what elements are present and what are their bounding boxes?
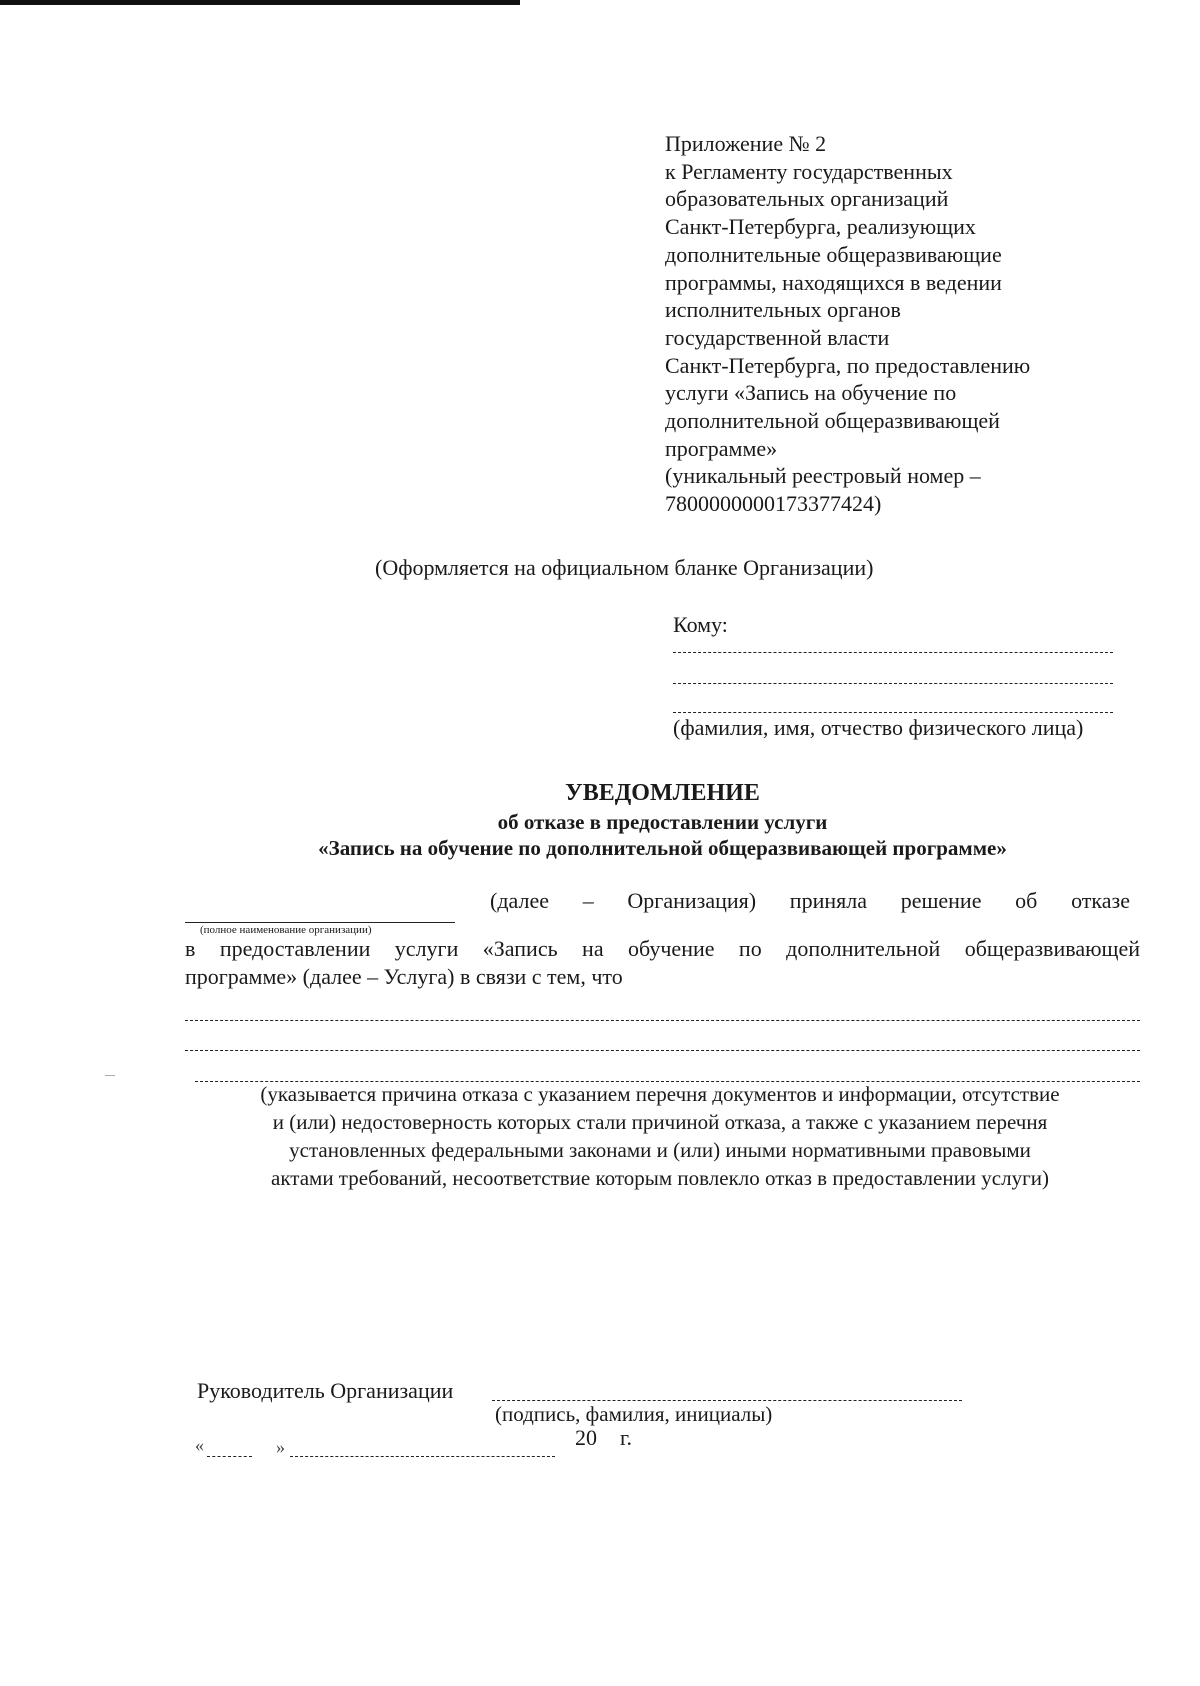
reason-caption-line: установленных федеральными законами и (или) иными нормативными правовыми xyxy=(289,1138,1031,1162)
annex-line: образовательных организаций xyxy=(665,186,949,212)
annex-line: Приложение № 2 xyxy=(665,131,827,156)
document-subtitle: об отказе в предоставлении услуги xyxy=(497,810,828,834)
organization-name-line xyxy=(185,922,455,923)
refusal-paragraph-start: (далее – Организация) приняла решение об отказе xyxy=(490,888,1130,913)
annex-line: дополнительные общеразвивающие xyxy=(665,241,1002,267)
annex-line: услуги «Запись на обучение по xyxy=(665,380,957,406)
annex-line: 7800000000173377424) xyxy=(665,491,882,517)
date-close-quote: » xyxy=(276,1437,285,1457)
refusal-paragraph-line: программе» (далее – Услуга) в связи с тем, что xyxy=(185,964,623,989)
annex-line: Санкт-Петербурга, реализующих xyxy=(665,214,976,240)
reason-line xyxy=(185,1020,1140,1021)
annex-line: программе» xyxy=(665,435,778,461)
date-year: 20 xyxy=(575,1425,597,1450)
annex-block xyxy=(665,130,1030,518)
annex-line: к Регламенту государственных xyxy=(665,158,953,184)
annex-line: исполнительных органов xyxy=(665,297,901,323)
scan-mark xyxy=(105,1075,115,1076)
refusal-paragraph-line: в предоставлении услуги «Запись на обучение по дополнительной общеразвивающей xyxy=(185,936,1140,961)
organization-name-caption: (полное наименование организации) xyxy=(200,924,372,936)
signature-line xyxy=(492,1400,962,1401)
date-day-line xyxy=(207,1456,252,1457)
document-service-name: «Запись на обучение по дополнительной общеразвивающей программе» xyxy=(318,836,1007,860)
signature-label: Руководитель Организации xyxy=(197,1378,454,1403)
reason-caption xyxy=(160,1080,1160,1192)
scan-edge xyxy=(0,0,520,5)
annex-line: (уникальный реестровый номер – xyxy=(665,463,981,489)
annex-line: дополнительной общеразвивающей xyxy=(665,408,1000,434)
recipient-caption: (фамилия, имя, отчество физического лица) xyxy=(673,715,1084,740)
annex-line: государственной власти xyxy=(665,324,890,350)
document-title: УВЕДОМЛЕНИЕ xyxy=(565,780,760,806)
recipient-line xyxy=(673,683,1113,684)
date-month-line xyxy=(290,1456,555,1457)
date-year-suffix: г. xyxy=(620,1425,633,1450)
reason-caption-line: (указывается причина отказа с указанием перечня документов и информации, отсутствие xyxy=(260,1082,1060,1106)
reason-line xyxy=(185,1050,1140,1051)
blank-note: (Оформляется на официальном бланке Организации) xyxy=(375,555,874,580)
annex-line: Санкт-Петербурга, по предоставлению xyxy=(665,352,1031,378)
recipient-label: Кому: xyxy=(673,612,728,637)
reason-caption-line: актами требований, несоответствие которым повлекло отказ в предоставлении услуги) xyxy=(271,1166,1049,1190)
reason-caption-line: и (или) недостоверность которых стали причиной отказа, а также с указанием перечня xyxy=(272,1110,1048,1134)
recipient-line xyxy=(673,652,1113,653)
signature-caption: (подпись, фамилия, инициалы) xyxy=(495,1402,773,1426)
recipient-line xyxy=(673,712,1113,713)
date-open-quote: « xyxy=(195,1435,204,1455)
annex-line: программы, находящихся в ведении xyxy=(665,269,1002,295)
